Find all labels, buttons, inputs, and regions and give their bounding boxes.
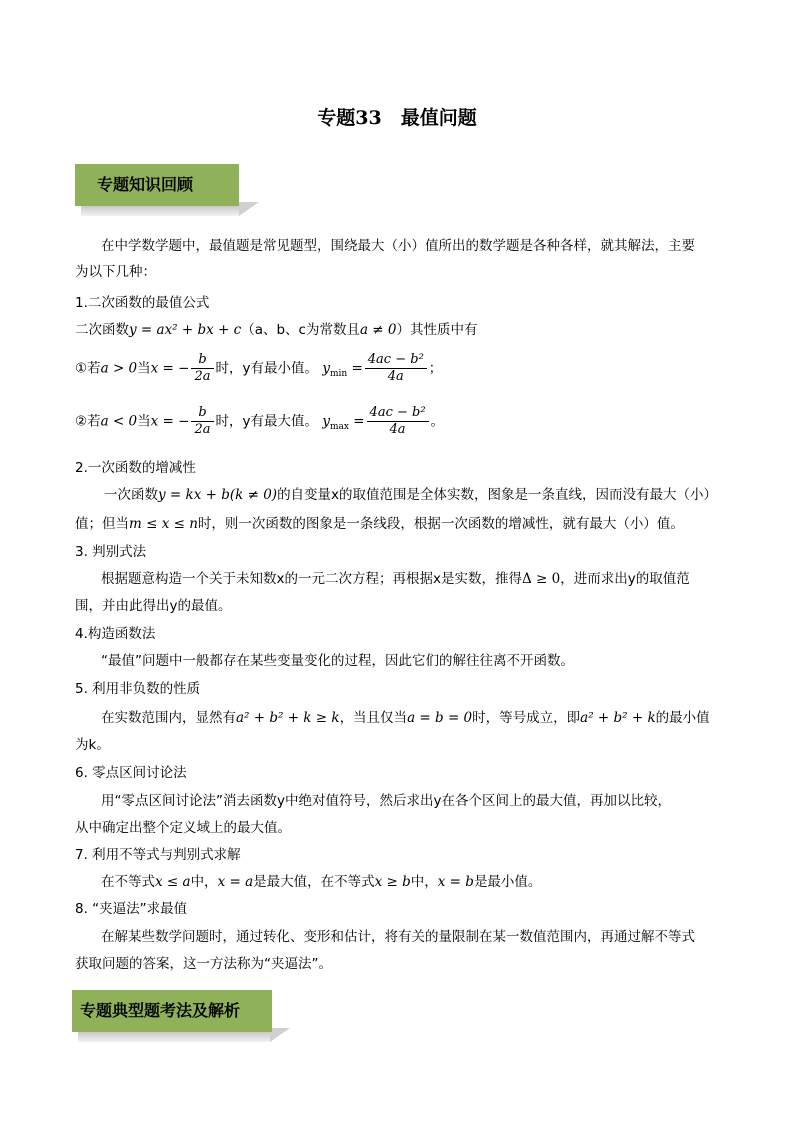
text: 时，等号成立，即	[472, 710, 581, 726]
banner-tail	[239, 202, 259, 216]
text: 是最大值，在不等式	[253, 874, 375, 890]
text: 的最小值	[655, 710, 710, 726]
math-range: m ≤ x ≤ n	[129, 516, 198, 532]
zero-interval-line-2: 从中确定出整个定义域上的最大值。	[75, 820, 291, 836]
math-a-negative: a < 0	[100, 413, 138, 430]
discriminant-line-1	[101, 567, 690, 587]
text: 中，	[410, 874, 438, 890]
math-x-eq: x = −	[150, 360, 190, 377]
text: 时，则一次函数的图象是一条线段，根据一次函数的增减性，就有最大（小）值。	[197, 516, 684, 532]
text: 在不等式	[101, 874, 155, 890]
math-x-le-a: x ≤ a	[155, 874, 191, 890]
math-expression: a² + b² + k	[580, 710, 656, 726]
nonnegative-line-2: 为k。	[75, 737, 110, 753]
heading-zero-interval: 6. 零点区间讨论法	[75, 765, 187, 781]
heading-construct-function: 4.构造函数法	[75, 626, 156, 642]
text: ）其性质中有	[396, 322, 478, 338]
intro-line-1: 在中学数学题中，最值题是常见题型，围绕最大（小）值所出的数学题是各种各样，就其解法，主要	[101, 238, 695, 254]
banner-shadow	[78, 1032, 272, 1042]
math-x-eq-b: x = b	[437, 874, 474, 890]
frac-num: 4ac − b²	[365, 352, 427, 369]
math-a-nonzero: a ≠ 0	[359, 322, 397, 338]
text: 时，y有最大值。	[215, 413, 319, 430]
text: ，进而求出y的取值范	[560, 571, 690, 587]
subscript-min: min	[329, 369, 348, 380]
text: 的自变量x的取值范围是全体实数，图象是一条直线，因而没有最大（小）	[277, 487, 718, 503]
math-y: y	[322, 413, 330, 430]
frac-num: b	[191, 405, 213, 422]
text: 根据题意构造一个关于未知数x的一元二次方程；再根据x是实数，推得	[101, 571, 522, 587]
subscript-max: max	[329, 422, 349, 433]
nonnegative-line-1	[101, 706, 710, 726]
heading-linear: 2.一次函数的增减性	[75, 460, 196, 476]
text: 中，	[190, 874, 218, 890]
section-heading-typical: 专题典型题考法及解析	[72, 990, 272, 1032]
math-y: y	[322, 360, 330, 377]
math-a-positive: a > 0	[100, 360, 138, 377]
math-eq: =	[348, 413, 365, 430]
text: 当	[137, 413, 151, 430]
fraction-min-value	[365, 352, 427, 385]
squeeze-line-2: 获取问题的答案，这一方法称为“夹逼法”。	[75, 956, 332, 972]
fraction-max-value	[367, 405, 429, 438]
intro-line-2: 为以下几种：	[75, 264, 156, 280]
math-x-eq-a: x = a	[217, 874, 254, 890]
math-delta: Δ ≥ 0	[521, 571, 561, 587]
frac-num: b	[191, 352, 213, 369]
math-eq: =	[347, 360, 363, 377]
heading-squeeze: 8. “夹逼法”求最值	[75, 901, 188, 917]
linear-line-2	[75, 512, 684, 532]
math-x-eq: x = −	[150, 413, 190, 430]
banner-tail	[270, 1028, 290, 1042]
construct-function-text: “最值”问题中一般都存在某些变量变化的过程，因此它们的解往往离不开函数。	[101, 653, 574, 669]
text: 是最小值。	[473, 874, 542, 890]
discriminant-line-2: 围，并由此得出y的最值。	[75, 598, 232, 614]
heading-quadratic: 1.二次函数的最值公式	[75, 295, 210, 311]
math-inequality: a² + b² + k ≥ k	[236, 710, 340, 726]
text: （a、b、c为常数且	[241, 322, 360, 338]
text: 时，y有最小值。	[215, 360, 319, 377]
banner-shadow	[81, 206, 239, 216]
page-title: 专题33 最值问题	[317, 107, 477, 129]
text: 一次函数	[104, 487, 158, 503]
section-heading-review: 专题知识回顾	[75, 164, 239, 206]
frac-den: 4a	[389, 422, 406, 437]
frac-num: 4ac − b²	[367, 405, 429, 422]
text: 。	[430, 413, 445, 430]
text: ②若	[75, 413, 101, 430]
inequality-text	[101, 870, 541, 890]
math-quadratic: y = ax² + bx + c	[129, 322, 242, 338]
case-max	[75, 405, 444, 438]
text: 当	[137, 360, 151, 377]
quadratic-definition	[75, 318, 478, 338]
text: ；	[428, 360, 443, 377]
heading-inequality: 7. 利用不等式与判别式求解	[75, 847, 241, 863]
zero-interval-line-1: 用“零点区间讨论法”消去函数y中绝对值符号，然后求出y在各个区间上的最大值，再加以比较，	[101, 793, 671, 809]
math-linear: y = kx + b(k ≠ 0)	[158, 487, 278, 503]
math-equality: a = b = 0	[407, 710, 473, 726]
frac-den: 4a	[387, 369, 404, 384]
text: 二次函数	[75, 322, 129, 338]
fraction-vertex-min	[191, 352, 213, 385]
case-min	[75, 352, 442, 385]
math-x-ge-b: x ≥ b	[374, 874, 411, 890]
text: 值；但当	[75, 516, 129, 532]
linear-line-1	[104, 483, 717, 503]
heading-discriminant: 3. 判别式法	[75, 544, 147, 560]
squeeze-line-1: 在解某些数学问题时，通过转化、变形和估计，将有关的量限制在某一数值范围内，再通过解不等式	[101, 929, 695, 945]
frac-den: 2a	[194, 369, 211, 384]
frac-den: 2a	[194, 422, 211, 437]
text: 在实数范围内，显然有	[101, 710, 236, 726]
fraction-vertex-max	[191, 405, 213, 438]
text: ①若	[75, 360, 101, 377]
heading-nonnegative: 5. 利用非负数的性质	[75, 681, 201, 697]
text: ，当且仅当	[339, 710, 408, 726]
